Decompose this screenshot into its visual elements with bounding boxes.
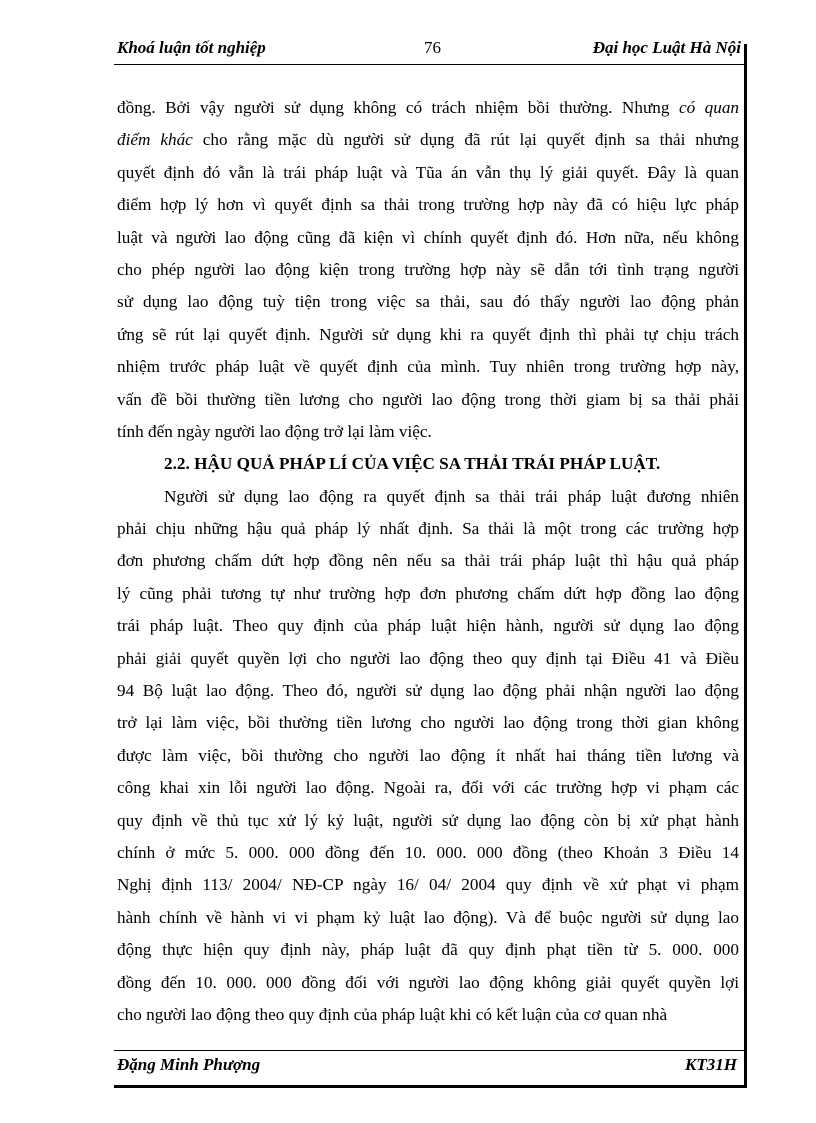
paragraph-line bbox=[117, 92, 739, 124]
paragraph-line: tính đến ngày người lao động trở lại làm việc. bbox=[117, 421, 432, 441]
header-divider bbox=[114, 64, 747, 65]
paragraph-line: quy định về thủ tục xử lý kỷ luật, người sử dụng lao động còn bị xử phạt hành bbox=[117, 810, 739, 830]
section-heading: 2.2. HẬU QUẢ PHÁP LÍ CỦA VIỆC SA THẢI TRÁI PHÁP LUẬT. bbox=[164, 454, 661, 474]
paragraph-line: hành chính về hành vi vi phạm kỷ luật lao động). Và để buộc người sử dụng lao bbox=[117, 907, 739, 927]
paragraph-line: đơn phương chấm dứt hợp đồng nên nếu sa thải trái pháp luật thì hậu quả pháp bbox=[117, 551, 739, 571]
page-border-right bbox=[744, 44, 747, 1088]
paragraph-line: luật và người lao động cũng đã kiện vì chính quyết định đó. Hơn nữa, nếu không bbox=[117, 227, 739, 247]
paragraph-line: vấn đề bồi thường tiền lương cho người lao động trong thời giam bị sa thải phải bbox=[117, 389, 739, 409]
paragraph-line: đồng đến 10. 000. 000 đồng đối với người lao động không giải quyết quyền lợi bbox=[117, 972, 739, 992]
paragraph-line: phải giải quyết quyền lợi cho người lao động theo quy định tại Điều 41 và Điều bbox=[117, 648, 739, 668]
paragraph-line: điểm hợp lý hơn vì quyết định sa thải trong trường hợp này đã có hiệu lực pháp bbox=[117, 195, 739, 215]
italic-text: có quan bbox=[678, 98, 740, 117]
footer-author: Đặng Minh Phượng bbox=[117, 1055, 261, 1074]
paragraph-line: cho người lao động theo quy định của pháp luật khi có kết luận của cơ quan nhà bbox=[117, 1004, 668, 1024]
document-body bbox=[117, 92, 739, 1031]
paragraph-line: động thực hiện quy định này, pháp luật đã quy định phạt tiền từ 5. 000. 000 bbox=[117, 940, 739, 960]
paragraph-line: nhiệm trước pháp luật về quyết định của mình. Tuy nhiên trong trường hợp này, bbox=[117, 357, 739, 377]
paragraph-line: quyết định đó vẫn là trái pháp luật và Tũa án vẫn thụ lý giải quyết. Đây là quan bbox=[117, 162, 739, 182]
paragraph-line: Nghị định 113/ 2004/ NĐ-CP ngày 16/ 04/ 2004 quy định về xử phạt vi phạm bbox=[117, 875, 739, 895]
paragraph-line: trái pháp luật. Theo quy định của pháp luật hiện hành, người sử dụng lao động bbox=[117, 616, 739, 636]
paragraph-line: trở lại làm việc, bồi thường tiền lương cho người lao động trong thời gian không bbox=[117, 713, 739, 733]
paragraph-line: công khai xin lỗi người lao động. Ngoài ra, đối với các trường hợp vi phạm các bbox=[117, 778, 739, 798]
footer-divider bbox=[114, 1050, 747, 1051]
paragraph-line: được làm việc, bồi thường cho người lao động ít nhất hai tháng tiền lương và bbox=[117, 745, 739, 765]
header-thesis-label: Khoá luận tốt nghiệp bbox=[117, 38, 266, 57]
footer-class-code: KT31H bbox=[685, 1055, 737, 1074]
page-header bbox=[117, 36, 741, 62]
paragraph-line: cho phép người lao động kiện trong trường hợp này sẽ dẫn tới tình trạng người bbox=[117, 259, 739, 279]
paragraph-text: đồng. Bởi vậy người sử dụng không có trách nhiệm bồi thường. Nhưng bbox=[117, 98, 670, 117]
paragraph-line: Người sử dụng lao động ra quyết định sa thải trái pháp luật đương nhiên bbox=[164, 486, 739, 506]
paragraph-line: chính ở mức 5. 000. 000 đồng đến 10. 000. 000 đồng (theo Khoản 3 Điều 14 bbox=[117, 842, 739, 862]
paragraph-line: ứng sẽ rút lại quyết định. Người sử dụng khi ra quyết định thì phải tự chịu trách bbox=[117, 324, 739, 344]
paragraph-line: sử dụng lao động tuỳ tiện trong việc sa thải, sau đó thấy người lao động phản bbox=[117, 292, 739, 312]
paragraph-line bbox=[117, 124, 739, 156]
page-border-bottom bbox=[114, 1085, 747, 1088]
paragraph-line: phải chịu những hậu quả pháp lý nhất định. Sa thải là một trong các trường hợp bbox=[117, 519, 739, 539]
header-university: Đại học Luật Hà Nội bbox=[592, 38, 741, 57]
page-number: 76 bbox=[424, 38, 441, 57]
paragraph-text: cho rằng mặc dù người sử dụng đã rút lại quyết định sa thải nhưng bbox=[202, 130, 740, 150]
paragraph-line: lý cũng phải tương tự như trường hợp đơn phương chấm dứt hợp đồng lao động bbox=[117, 583, 739, 603]
italic-text: điểm khác bbox=[117, 130, 193, 150]
paragraph-line: 94 Bộ luật lao động. Theo đó, người sử dụng lao động phải nhận người lao động bbox=[117, 681, 739, 701]
